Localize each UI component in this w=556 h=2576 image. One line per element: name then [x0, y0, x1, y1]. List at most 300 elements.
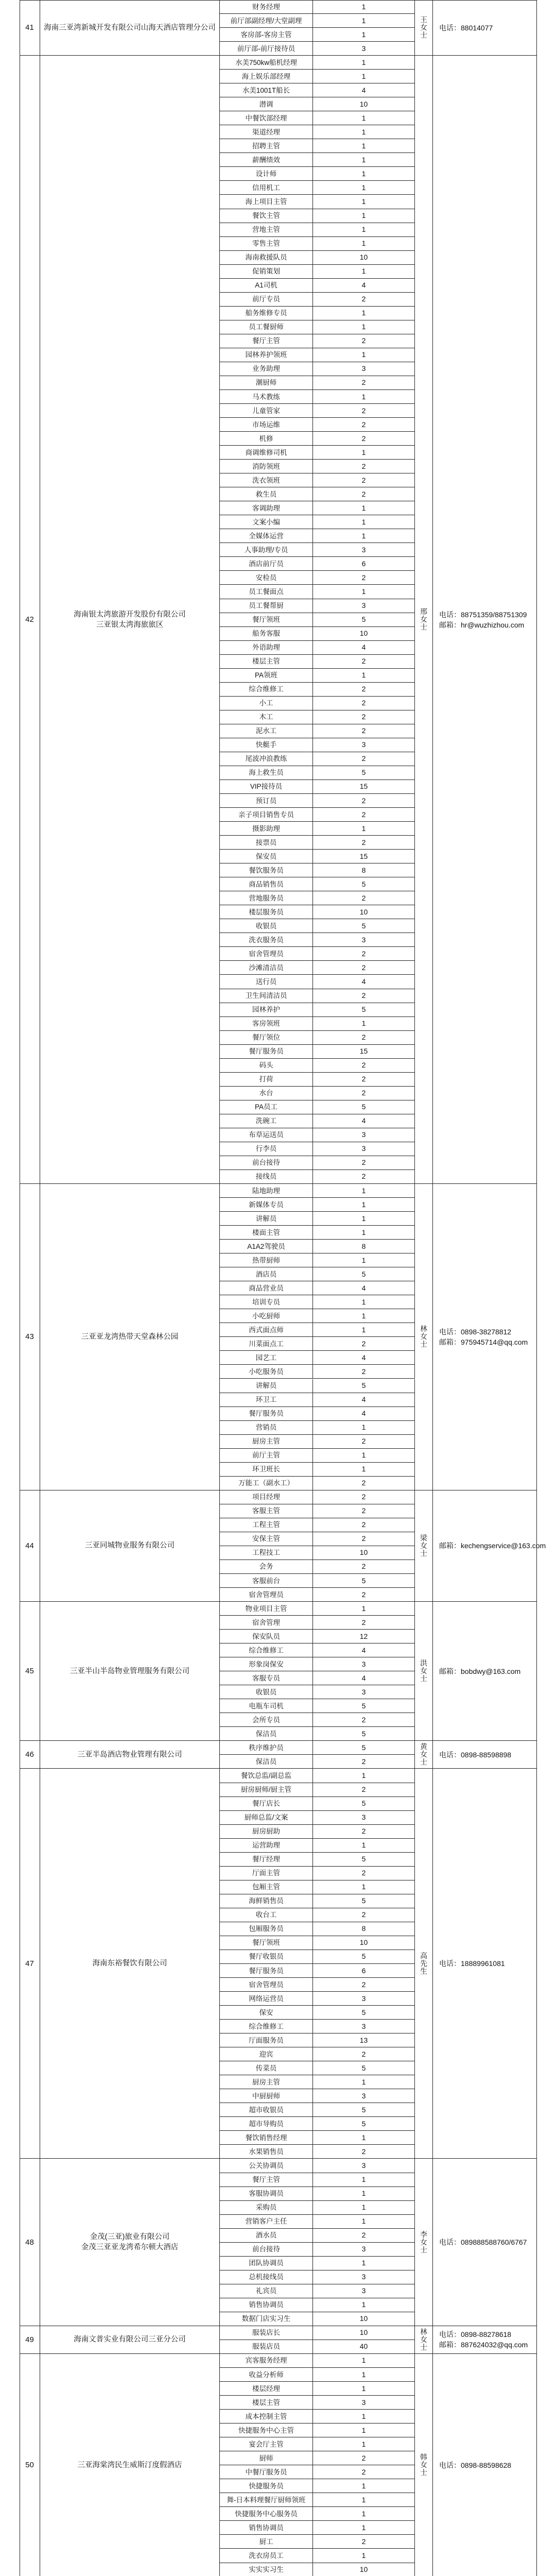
position-name: 餐厅主管 — [220, 334, 313, 348]
position-name: 超市导购员 — [220, 2117, 313, 2131]
position-count: 1 — [313, 2131, 415, 2145]
email-line-value[interactable]: hr@wuzhizhou.com — [461, 620, 525, 629]
position-count: 1 — [313, 2521, 415, 2535]
position-count: 1 — [313, 1769, 415, 1783]
position-count: 4 — [313, 1351, 415, 1365]
position-count: 2 — [313, 2229, 415, 2243]
position-count: 2 — [313, 2145, 415, 2159]
position-name: 小工 — [220, 697, 313, 710]
phone-line-value: 0898-88278618 — [461, 2330, 512, 2339]
email-line-value[interactable]: 887624032@qq.com — [461, 2341, 528, 2349]
contact-person: 高先生 — [415, 1769, 433, 2159]
position-count: 3 — [313, 1657, 415, 1671]
position-count: 3 — [313, 1142, 415, 1156]
position-name: 客服前台 — [220, 1574, 313, 1588]
position-count: 5 — [313, 766, 415, 780]
position-name: 厨房主管 — [220, 1435, 313, 1449]
position-name: 厨房主管 — [220, 2075, 313, 2089]
position-name: 预订员 — [220, 794, 313, 808]
position-name: 机修 — [220, 432, 313, 446]
position-count: 1 — [313, 390, 415, 404]
position-count: 3 — [313, 2089, 415, 2103]
position-count: 5 — [313, 1100, 415, 1114]
position-count: 1 — [313, 2354, 415, 2368]
position-name: 中厨厨师 — [220, 2089, 313, 2103]
position-name: 宿舍管理员 — [220, 947, 313, 961]
position-count: 2 — [313, 2451, 415, 2465]
email-line — [439, 620, 524, 630]
email-line — [439, 2340, 528, 2350]
contact-details — [433, 1602, 537, 1741]
position-name: 潮厨师 — [220, 376, 313, 390]
company-name: 三亚同城物业服务有限公司 — [40, 1490, 220, 1602]
phone-line-value: 18889961081 — [461, 1959, 505, 1968]
position-name: 万能工（副水工） — [220, 1477, 313, 1490]
position-count: 1 — [313, 515, 415, 529]
position-count: 3 — [313, 2270, 415, 2284]
position-name: 厨房厨助 — [220, 1825, 313, 1839]
position-name: 宿舍管理 — [220, 1616, 313, 1630]
position-name: 业务助理 — [220, 362, 313, 376]
position-name: 收台工 — [220, 1908, 313, 1922]
position-count: 1 — [313, 195, 415, 209]
position-count: 5 — [313, 1950, 415, 1964]
contact-person: 李女士 — [415, 2159, 433, 2326]
contact-person: 洪女士 — [415, 1602, 433, 1741]
position-count: 1 — [313, 1463, 415, 1477]
phone-line — [439, 23, 493, 33]
position-count: 2 — [313, 473, 415, 487]
position-name: 讲解员 — [220, 1212, 313, 1226]
position-name: 成本控制主管 — [220, 2410, 313, 2424]
company-name: 三亚海棠湾民生威斯汀度假酒店 — [40, 2354, 220, 2576]
position-count: 1 — [313, 2507, 415, 2521]
position-count: 5 — [313, 1574, 415, 1588]
position-count: 4 — [313, 279, 415, 293]
position-name: 电瓶车司机 — [220, 1699, 313, 1713]
position-name: 文案小编 — [220, 515, 313, 529]
position-name: 快捷服务中心服务员 — [220, 2507, 313, 2521]
phone-line-value: 88014077 — [461, 23, 493, 32]
position-count: 5 — [313, 1894, 415, 1908]
email-line-label: 邮箱： — [439, 1541, 461, 1550]
position-name: 中餐饮部经理 — [220, 111, 313, 125]
position-count: 1 — [313, 237, 415, 251]
position-count: 4 — [313, 1114, 415, 1128]
company-number: 50 — [20, 2354, 40, 2576]
position-name: 宿舍管理员 — [220, 1588, 313, 1602]
position-name: 亲子项目销售专员 — [220, 808, 313, 822]
position-name: 厨师总监/文案 — [220, 1811, 313, 1825]
position-name: 环卫班长 — [220, 1463, 313, 1477]
position-name: 快捷服务中心主管 — [220, 2424, 313, 2437]
position-name: 厅面主管 — [220, 1867, 313, 1880]
company-number: 42 — [20, 56, 40, 1184]
position-count: 1 — [313, 70, 415, 83]
position-name: 快捷服务员 — [220, 2479, 313, 2493]
position-count: 2 — [313, 961, 415, 975]
position-count: 5 — [313, 1003, 415, 1017]
position-count: 1 — [313, 2201, 415, 2215]
contact-person: 林女士 — [415, 2326, 433, 2354]
position-count: 2 — [313, 655, 415, 669]
position-name: 小吃服务员 — [220, 1365, 313, 1379]
position-name: 潜调 — [220, 97, 313, 111]
contact-details — [433, 1184, 537, 1490]
position-count: 2 — [313, 1825, 415, 1839]
position-name: 餐厅服务员 — [220, 1964, 313, 1978]
email-line-value[interactable]: kechengservice@163.com — [461, 1541, 546, 1550]
position-count: 2 — [313, 487, 415, 501]
phone-line — [439, 2237, 527, 2247]
position-count: 5 — [313, 1853, 415, 1867]
email-line-value[interactable]: 975945714@qq.com — [461, 1337, 528, 1346]
position-count: 2 — [313, 2465, 415, 2479]
position-name: 招聘主管 — [220, 139, 313, 153]
position-count: 2 — [313, 1532, 415, 1546]
position-count: 1 — [313, 2298, 415, 2312]
position-count: 1 — [313, 1253, 415, 1267]
position-name: 码头 — [220, 1059, 313, 1073]
company-number: 41 — [20, 0, 40, 56]
position-name: 洗衣服务员 — [220, 933, 313, 947]
position-count: 1 — [313, 2382, 415, 2396]
position-name: 酒水员 — [220, 2229, 313, 2243]
position-count: 5 — [313, 1797, 415, 1811]
position-name: 安检员 — [220, 571, 313, 585]
position-count: 2 — [313, 334, 415, 348]
email-line-label: 邮箱： — [439, 620, 461, 629]
position-count: 13 — [313, 2033, 415, 2047]
position-name: 楼面主管 — [220, 1226, 313, 1240]
position-name: 小吃厨师 — [220, 1309, 313, 1323]
position-count: 2 — [313, 1435, 415, 1449]
position-name: 酒店员 — [220, 1267, 313, 1281]
position-name: 前台接待 — [220, 1156, 313, 1170]
position-name: 数据门店实习生 — [220, 2312, 313, 2326]
position-name: 接票员 — [220, 836, 313, 850]
position-count: 10 — [313, 251, 415, 265]
position-count: 2 — [313, 1490, 415, 1504]
position-name: 保洁员 — [220, 1755, 313, 1769]
position-count: 3 — [313, 2159, 415, 2173]
company-name: 海南银太湾旅游开发股份有限公司 三亚银太湾海旅旅区 — [40, 56, 220, 1184]
position-name: 客调助理 — [220, 501, 313, 515]
phone-line-value: 0898-38278812 — [461, 1327, 512, 1336]
position-name: 海南救援队员 — [220, 251, 313, 265]
position-name: 采购员 — [220, 2201, 313, 2215]
company-number: 45 — [20, 1602, 40, 1741]
position-count: 1 — [313, 1839, 415, 1853]
position-count: 5 — [313, 1741, 415, 1755]
position-name: 餐厅领位 — [220, 1031, 313, 1045]
position-count: 40 — [313, 2340, 415, 2354]
position-name: 楼层主管 — [220, 655, 313, 669]
company-name: 海南文普实业有限公司三亚分公司 — [40, 2326, 220, 2354]
company-number: 47 — [20, 1769, 40, 2159]
position-name: 营地主管 — [220, 223, 313, 237]
position-name: 服装店员 — [220, 2340, 313, 2354]
position-name: 保安员 — [220, 850, 313, 863]
position-name: 送行员 — [220, 975, 313, 989]
position-count: 1 — [313, 348, 415, 362]
position-name: 宴会厅主管 — [220, 2437, 313, 2451]
position-count: 2 — [313, 1588, 415, 1602]
position-name: 洗衣领班 — [220, 473, 313, 487]
position-name: 会务 — [220, 1560, 313, 1574]
position-count: 2 — [313, 404, 415, 418]
email-line — [439, 1666, 520, 1676]
position-count: 1 — [313, 2257, 415, 2270]
position-count: 10 — [313, 1546, 415, 1560]
company-name: 金茂(三亚)旅业有限公司 金茂三亚亚龙湾希尔顿大酒店 — [40, 2159, 220, 2326]
contact-person: 黄女士 — [415, 1741, 433, 1769]
position-count: 1 — [313, 1880, 415, 1894]
position-name: 水美750kw船机经理 — [220, 56, 313, 70]
position-name: 形象岗保安 — [220, 1657, 313, 1671]
position-count: 3 — [313, 42, 415, 56]
position-name: 网络运营员 — [220, 1992, 313, 2006]
company-number: 48 — [20, 2159, 40, 2326]
position-name: 客服协调员 — [220, 2187, 313, 2201]
position-name: 工程技工 — [220, 1546, 313, 1560]
position-name: 培训专员 — [220, 1295, 313, 1309]
position-count: 4 — [313, 1643, 415, 1657]
position-name: VIP接待员 — [220, 780, 313, 794]
position-count: 1 — [313, 585, 415, 599]
contact-person: 王女士 — [415, 0, 433, 56]
position-count: 2 — [313, 1616, 415, 1630]
position-count: 6 — [313, 1964, 415, 1978]
position-count: 1 — [313, 1602, 415, 1616]
contact-details — [433, 2159, 537, 2326]
position-count: 2 — [313, 2047, 415, 2061]
position-count: 1 — [313, 446, 415, 460]
position-count: 2 — [313, 724, 415, 738]
position-count: 1 — [313, 1295, 415, 1309]
position-count: 1 — [313, 153, 415, 167]
position-count: 10 — [313, 2312, 415, 2326]
position-name: PA领班 — [220, 669, 313, 683]
position-count: 2 — [313, 432, 415, 446]
phone-line-label: 电话： — [439, 1959, 461, 1968]
position-count: 1 — [313, 56, 415, 70]
position-count: 2 — [313, 376, 415, 390]
position-count: 2 — [313, 989, 415, 1003]
position-name: 新媒体专员 — [220, 1198, 313, 1212]
phone-line — [439, 2460, 511, 2470]
position-name: 餐饮服务员 — [220, 863, 313, 877]
position-count: 1 — [313, 2187, 415, 2201]
position-name: 前厅专员 — [220, 293, 313, 307]
position-count: 3 — [313, 2396, 415, 2410]
position-count: 8 — [313, 1240, 415, 1253]
contact-details — [433, 56, 537, 1184]
position-count: 1 — [313, 501, 415, 515]
position-name: 厅面服务员 — [220, 2033, 313, 2047]
position-name: 船务维修专员 — [220, 307, 313, 320]
position-count: 2 — [313, 1073, 415, 1087]
phone-line-label: 电话： — [439, 2461, 461, 2469]
position-count: 5 — [313, 1699, 415, 1713]
position-count: 4 — [313, 1281, 415, 1295]
position-name: 餐厅领班 — [220, 613, 313, 627]
phone-line-label: 电话： — [439, 1327, 461, 1336]
position-name: 秩序维护员 — [220, 1741, 313, 1755]
position-name: 团队协调员 — [220, 2257, 313, 2270]
position-count: 4 — [313, 1671, 415, 1685]
position-count: 2 — [313, 293, 415, 307]
position-count: 2 — [313, 808, 415, 822]
position-count: 3 — [313, 1685, 415, 1699]
position-count: 5 — [313, 1267, 415, 1281]
position-name: 商调维修司机 — [220, 446, 313, 460]
position-name: 园林养护 — [220, 1003, 313, 1017]
position-name: 保安 — [220, 2006, 313, 2020]
position-count: 1 — [313, 2493, 415, 2507]
position-count: 6 — [313, 557, 415, 571]
position-count: 2 — [313, 1477, 415, 1490]
position-name: 客服专员 — [220, 1671, 313, 1685]
position-name: 餐厅服务员 — [220, 1045, 313, 1059]
position-name: 马术教练 — [220, 390, 313, 404]
position-count: 5 — [313, 1727, 415, 1741]
position-name: 实实实习生 — [220, 2563, 313, 2576]
position-name: 员工餐帮厨 — [220, 599, 313, 613]
position-count: 3 — [313, 599, 415, 613]
position-name: 安保主管 — [220, 1532, 313, 1546]
position-name: 商品销售员 — [220, 877, 313, 891]
position-count: 1 — [313, 139, 415, 153]
phone-line-label: 电话： — [439, 23, 461, 32]
position-name: 儿童管家 — [220, 404, 313, 418]
company-name: 海南东裕餐饮有限公司 — [40, 1769, 220, 2159]
position-count: 2 — [313, 1504, 415, 1518]
position-name: 运营助理 — [220, 1839, 313, 1853]
position-count: 10 — [313, 627, 415, 641]
position-name: 收银员 — [220, 919, 313, 933]
position-count: 1 — [313, 2549, 415, 2563]
position-name: 营销客户主任 — [220, 2215, 313, 2229]
position-name: 迎宾 — [220, 2047, 313, 2061]
contact-person: 韩女士 — [415, 2354, 433, 2576]
position-name: 泥水工 — [220, 724, 313, 738]
phone-line — [439, 1327, 511, 1337]
position-count: 1 — [313, 320, 415, 334]
position-name: 讲解员 — [220, 1379, 313, 1393]
position-name: 客服主管 — [220, 1504, 313, 1518]
contact-person: 林女士 — [415, 1184, 433, 1490]
position-count: 2 — [313, 1560, 415, 1574]
email-line-label: 邮箱： — [439, 2341, 461, 2349]
contact-person: 邢女士 — [415, 56, 433, 1184]
position-count: 12 — [313, 1630, 415, 1643]
phone-line-value: 0898-88598898 — [461, 1750, 512, 1759]
position-count: 1 — [313, 2075, 415, 2089]
position-name: 项目经理 — [220, 1490, 313, 1504]
position-name: 卫生间清洁员 — [220, 989, 313, 1003]
position-name: 员工餐面点 — [220, 585, 313, 599]
position-name: 礼宾员 — [220, 2284, 313, 2298]
position-name: 餐厅领班 — [220, 1936, 313, 1950]
position-count: 3 — [313, 2020, 415, 2033]
position-name: 会所专员 — [220, 1713, 313, 1727]
position-count: 1 — [313, 2437, 415, 2451]
position-name: 陆地助理 — [220, 1184, 313, 1198]
position-count: 2 — [313, 571, 415, 585]
position-name: 工程主管 — [220, 1518, 313, 1532]
position-name: 人事助理/专员 — [220, 543, 313, 557]
position-name: 餐厅收银员 — [220, 1950, 313, 1964]
position-count: 1 — [313, 181, 415, 195]
position-name: 餐饮销售经理 — [220, 2131, 313, 2145]
phone-line — [439, 609, 527, 620]
position-name: 前厅部-前厅接待员 — [220, 42, 313, 56]
position-name: 商品营业员 — [220, 1281, 313, 1295]
position-count: 2 — [313, 1713, 415, 1727]
position-count: 2 — [313, 1908, 415, 1922]
position-count: 2 — [313, 697, 415, 710]
position-name: 超市收银员 — [220, 2103, 313, 2117]
position-name: 消防领班 — [220, 460, 313, 473]
company-number: 43 — [20, 1184, 40, 1490]
position-count: 3 — [313, 933, 415, 947]
position-name: A1A2驾驶员 — [220, 1240, 313, 1253]
position-count: 2 — [313, 1156, 415, 1170]
position-name: 川菜面点工 — [220, 1337, 313, 1351]
position-name: 营地服务员 — [220, 891, 313, 905]
position-count: 5 — [313, 1379, 415, 1393]
position-count: 2 — [313, 1170, 415, 1184]
position-name: 接线员 — [220, 1170, 313, 1184]
phone-line-label: 电话： — [439, 1750, 461, 1759]
position-count: 2 — [313, 1031, 415, 1045]
position-count: 15 — [313, 850, 415, 863]
position-name: 营销员 — [220, 1421, 313, 1435]
position-count: 1 — [313, 1226, 415, 1240]
position-name: 收银员 — [220, 1685, 313, 1699]
position-name: 客房部-客房主管 — [220, 28, 313, 42]
position-name: 海上救生员 — [220, 766, 313, 780]
email-line-value[interactable]: bobdwy@163.com — [461, 1667, 521, 1675]
position-count: 10 — [313, 2326, 415, 2340]
contact-details — [433, 2326, 537, 2354]
position-count: 3 — [313, 543, 415, 557]
position-count: 2 — [313, 460, 415, 473]
position-count: 2 — [313, 1978, 415, 1992]
position-name: 厨房厨师/厨主管 — [220, 1783, 313, 1797]
position-name: 公关协调员 — [220, 2159, 313, 2173]
position-count: 1 — [313, 125, 415, 139]
position-name: 综合维修工 — [220, 683, 313, 697]
position-name: 物业项目主管 — [220, 1602, 313, 1616]
position-count: 1 — [313, 2424, 415, 2437]
position-count: 5 — [313, 2061, 415, 2075]
position-name: 海上娱乐部经理 — [220, 70, 313, 83]
position-name: 薪酬绩效 — [220, 153, 313, 167]
position-count: 5 — [313, 2117, 415, 2131]
position-name: 西式面点师 — [220, 1323, 313, 1337]
position-count: 2 — [313, 1365, 415, 1379]
position-name: 水果销售员 — [220, 2145, 313, 2159]
position-name: 楼层经理 — [220, 2382, 313, 2396]
position-name: 摄影助理 — [220, 822, 313, 836]
position-count: 1 — [313, 2173, 415, 2187]
position-name: 销售协调员 — [220, 2298, 313, 2312]
position-name: 客房领班 — [220, 1017, 313, 1031]
contact-details — [433, 0, 537, 56]
position-count: 4 — [313, 975, 415, 989]
